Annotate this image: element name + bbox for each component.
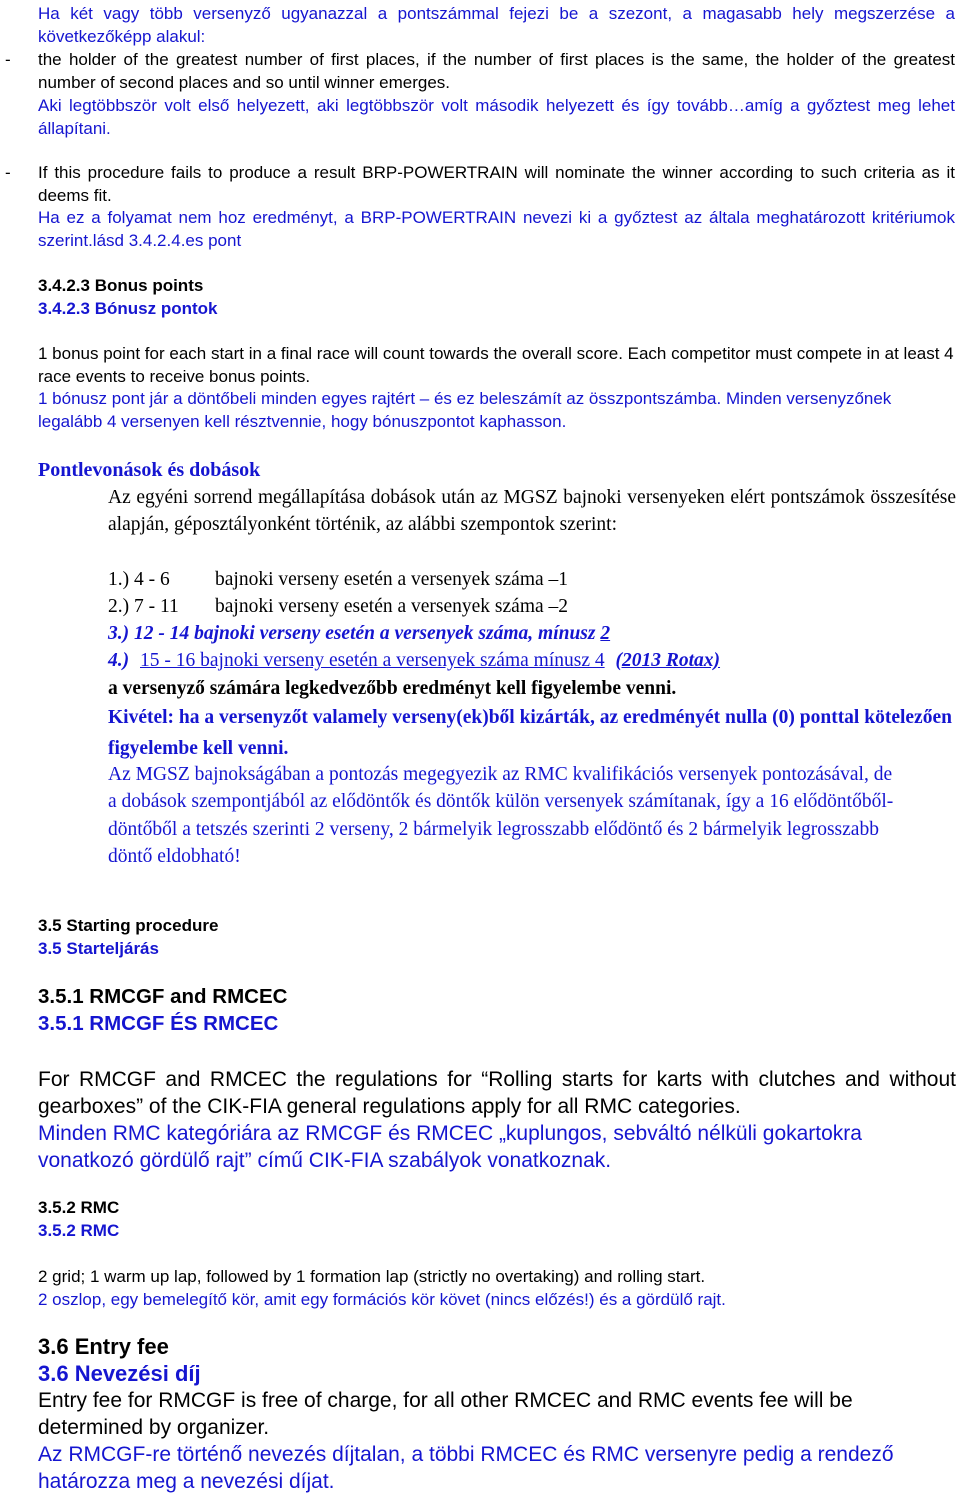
tiebreak-intro-hu: Ha két vagy több versenyző ugyanazzal a pontszámmal fejezi be a szezont, a magasabb hely megszerzése a következőképp alakul: (38, 4, 955, 46)
drops-item-4-num: 4.) (108, 650, 130, 671)
drops-title: Pontlevonások és dobások (38, 459, 261, 481)
bullet2-en: If this procedure fails to produce a result BRP-POWERTRAIN will nominate the winner according to such criteria as it deems fit. (38, 163, 955, 205)
drops-item-1-text: bajnoki verseny esetén a versenyek száma –1 (215, 569, 569, 590)
drops-mgsz: Az MGSZ bajnokságában a pontozás megegyezik az RMC kvalifikációs versenyek pontozásával, de a dobások szempontjából az elődöntők és döntők külön versenyek számítanak, így a 16 elődöntőből-döntőből a tetszés szerinti 2 verseny, 2 bármelyik legrosszabb elődöntő és 2 bármelyik legrosszabb döntő eldobható! (108, 764, 894, 867)
bullet2-hu: Ha ez a folyamat nem hoz eredményt, a BRP-POWERTRAIN nevezi ki a győztest az általa meghatározott kritériumok szerint.lásd 3.4.2.4.es pont (38, 208, 955, 250)
starting-sub-en: 3.5.1 RMCGF and RMCEC (38, 985, 288, 1008)
starting-text-hu: Minden RMC kategóriára az RMCGF és RMCEC „kuplungos, sebváltó nélküli gokartokra vonatkozó gördülő rajt” című CIK-FIA szabályok vonatkoznak. (38, 1122, 862, 1172)
list-dash: - (5, 50, 11, 69)
drops-item-1-num: 1.) 4 - 6 (108, 569, 170, 590)
entry-title-hu: 3.6 Nevezési díj (38, 1361, 201, 1386)
drops-item-3-last: 2 (600, 623, 611, 644)
bullet1-hu: Aki legtöbbször volt első helyezett, aki legtöbbször volt második helyezett és így tovább…amíg a győztest meg lehet állapítani. (38, 96, 955, 138)
bonus-text-en: 1 bonus point for each start in a final race will count towards the overall score. Each competitor must compete in at least 4 race events to receive bonus points. (38, 344, 954, 386)
drops-item-3-text: 12 - 14 bajnoki verseny esetén a versenyek száma, mínusz (134, 623, 596, 644)
drops-item-4-note: (2013 Rotax) (615, 650, 721, 671)
drops-item-4 (108, 647, 720, 674)
drops-item-3-num: 3.) (108, 623, 130, 644)
starting-title-en: 3.5 Starting procedure (38, 916, 219, 935)
drops-item-1 (108, 566, 568, 593)
drops-item-2 (108, 593, 568, 620)
rmc-text-en: 2 grid; 1 warm up lap, followed by 1 formation lap (strictly no overtaking) and rolling start. (38, 1267, 706, 1286)
entry-title-en: 3.6 Entry fee (38, 1334, 169, 1359)
rmc-title-en: 3.5.2 RMC (38, 1198, 120, 1217)
drops-item-2-num: 2.) 7 - 11 (108, 596, 179, 617)
drops-best-result: a versenyző számára legkedvezőbb eredményt kell figyelembe venni. (108, 678, 677, 699)
entry-text-hu: Az RMCGF-re történő nevezés díjtalan, a többi RMCEC és RMC versenyre pedig a rendező határozza meg a nevezési díjat. (38, 1443, 894, 1493)
drops-exception: Kivétel: ha a versenyzőt valamely verseny(ek)ből kizárták, az eredményét nulla (0) ponttal kötelezően figyelembe kell venni. (108, 707, 952, 759)
rmc-text-hu: 2 oszlop, egy bemelegítő kör, amit egy formációs kör követ (nincs előzés!) és a gördülő rajt. (38, 1290, 726, 1309)
rmc-title-hu: 3.5.2 RMC (38, 1221, 120, 1240)
bonus-title-en: 3.4.2.3 Bonus points (38, 276, 204, 295)
drops-item-4-text: 15 - 16 bajnoki verseny esetén a versenyek száma mínusz 4 (140, 650, 605, 671)
starting-text-en: For RMCGF and RMCEC the regulations for “Rolling starts for karts with clutches and without gearboxes” of the CIK-FIA general regulations apply for all RMC categories. (38, 1068, 956, 1118)
drops-item-3 (108, 620, 610, 647)
starting-sub-hu: 3.5.1 RMCGF ÉS RMCEC (38, 1012, 279, 1035)
drops-intro: Az egyéni sorrend megállapítása dobások után az MGSZ bajnoki versenyeken elért pontszámok összesítése alapján, géposztályonként történik, az alábbi szempontok szerint: (108, 487, 956, 536)
entry-text-en: Entry fee for RMCGF is free of charge, for all other RMCEC and RMC events fee will be determined by organizer. (38, 1389, 853, 1439)
bullet1-en: the holder of the greatest number of first places, if the number of first places is the same, the holder of the greatest number of second places and so until winner emerges. (38, 50, 955, 92)
drops-item-2-text: bajnoki verseny esetén a versenyek száma –2 (215, 596, 569, 617)
starting-title-hu: 3.5 Starteljárás (38, 939, 159, 958)
bonus-title-hu: 3.4.2.3 Bónusz pontok (38, 299, 218, 318)
bonus-text-hu: 1 bónusz pont jár a döntőbeli minden egyes rajtért – és ez beleszámít az összpontszámba. Minden versenyzőnek legalább 4 versenyen kell résztvennie, hogy bónuszpontot kaphasson. (38, 389, 892, 431)
list-dash: - (5, 163, 11, 182)
